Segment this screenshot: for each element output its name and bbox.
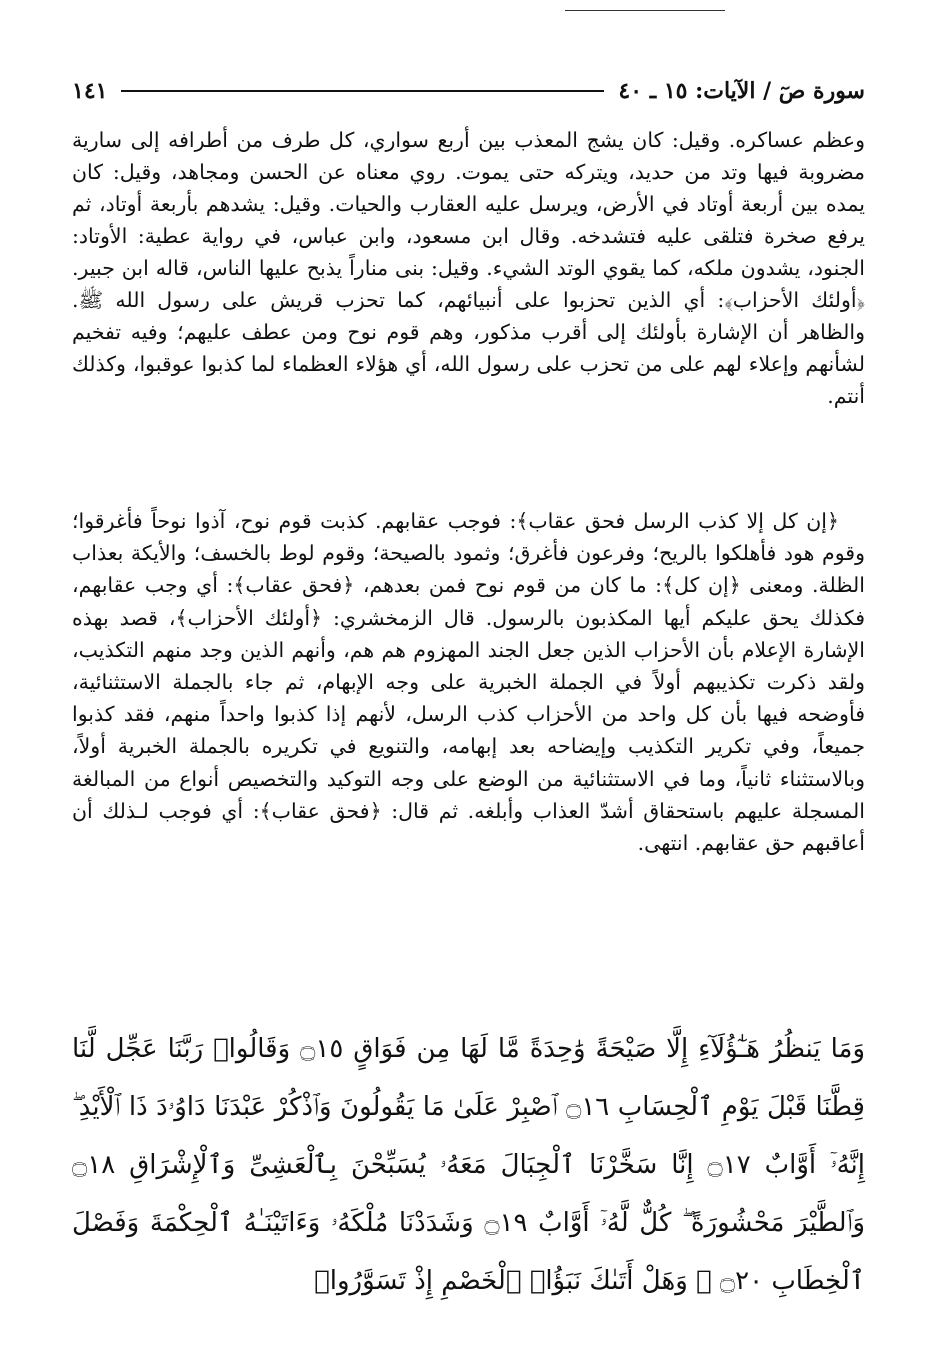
commentary-paragraph-2 (72, 505, 865, 859)
surah-verses-title: سورة صٓ / الآيات: ١٥ ـ ٤٠ (618, 78, 865, 104)
page-number: ١٤١ (72, 78, 108, 104)
paragraph-text: وعظم عساكره. وقيل: كان يشج المعذب بين أربع سواري، كل طرف من أطرافه إلى سارية مضروبة فيها وتد من حديد، ويتركه حتى يموت. روي معناه عن الحسن ومجاهد، وقيل: كان يمده بين أربعة أوتاد في الأرض، ويرسل عليه العقارب والحيات. وقيل: يشدهم بأربعة أوتاد، ثم يرفع صخرة فتلقى عليه فتشدخه. وقال ابن مسعود، وابن عباس، في رواية عطية: الأوتاد: الجنود، يشدون ملكه، كما يقوي الوتد الشيء. وقيل: بنى مناراً يذبح عليها الناس، قاله ابن جبير. ﴿أولئك الأحزاب﴾: أي الذين تحزبوا على أنبيائهم، كما تحزب قريش على رسول الله ﷺ. والظاهر أن الإشارة بأولئك إلى أقرب مذكور، وهم قوم نوح ومن عطف عليهم؛ وفيه تفخيم لشأنهم وإعلاء لهم على من تحزب على رسول الله، أي هؤلاء العظماء لما كذبوا عوقبوا، وكذلك أنتم. (72, 128, 865, 408)
quran-verses-text: وَمَا يَنظُرُ هَـٰٓؤُلَآءِ إِلَّا صَيْحَةً وَٰحِدَةً مَّا لَهَا مِن فَوَاقٍ ۝١٥ وَقَالُوا۟ رَبَّنَا عَجِّل لَّنَا قِطَّنَا قَبْلَ يَوْمِ ٱلْحِسَابِ ۝١٦ ٱصْبِرْ عَلَىٰ مَا يَقُولُونَ وَٱذْكُرْ عَبْدَنَا دَاوُۥدَ ذَا ٱلْأَيْدِ ۖ إِنَّهُۥٓ أَوَّابٌ ۝١٧ إِنَّا سَخَّرْنَا ٱلْجِبَالَ مَعَهُۥ يُسَبِّحْنَ بِٱلْعَشِىِّ وَٱلْإِشْرَاقِ ۝١٨ وَٱلطَّيْرَ مَحْشُورَةً ۖ كُلٌّ لَّهُۥٓ أَوَّابٌ ۝١٩ وَشَدَدْنَا مُلْكَهُۥ وَءَاتَيْنَـٰهُ ٱلْحِكْمَةَ وَفَصْلَ ٱلْخِطَابِ ۝٢٠ ۞ وَهَلْ أَتَىٰكَ نَبَؤُا۟ ٱلْخَصْمِ إِذْ تَسَوَّرُوا۟ (72, 1034, 866, 1296)
quran-verses-block (72, 1020, 865, 1310)
commentary-paragraph-1 (72, 124, 865, 412)
top-decorative-rule (565, 10, 725, 11)
paragraph-text: ﴿إن كل إلا كذب الرسل فحق عقاب﴾: فوجب عقابهم. كذبت قوم نوح، آذوا نوحاً فأغرقوا؛ وقوم هود فأهلكوا بالريح؛ وفرعون فأغرق؛ وثمود بالصيحة؛ وقوم لوط بالخسف؛ والأيكة بعذاب الظلة. ومعنى ﴿إن كل﴾: ما كان من قوم نوح فمن بعدهم، ﴿فحق عقاب﴾: أي وجب عقابهم، فكذلك يحق عليكم أيها المكذبون بالرسول. قال الزمخشري: ﴿أولئك الأحزاب﴾، قصد بهذه الإشارة الإعلام بأن الأحزاب الذين جعل الجند المهزوم هم هم، وأنهم الذين وجد منهم التكذيب، ولقد ذكرت تكذيبهم أولاً في الجملة الخبرية على وجه الإبهام، ثم جاء بالجملة الاستثنائية، فأوضحه فيها بأن كل واحد من الأحزاب كذب الرسل، لأنهم إذا كذبوا واحداً منهم، فقد كذبوا جميعاً، وفي تكرير التكذيب وإيضاحه بعد إبهامه، والتنويع في تكريره بالجملة الخبرية أولاً، وبالاستثناء ثانياً، وما في الاستثنائية من الوضع على وجه التوكيد والتخصيص أنواع من المبالغة المسجلة عليهم باستحقاق أشدّ العذاب وأبلغه. ثم قال: ﴿فحق عقاب﴾: أي فوجب لـذلك أن أعاقبهم حق عقابهم. انتهى. (72, 509, 865, 856)
header-rule (121, 90, 604, 92)
page-header (72, 74, 865, 108)
